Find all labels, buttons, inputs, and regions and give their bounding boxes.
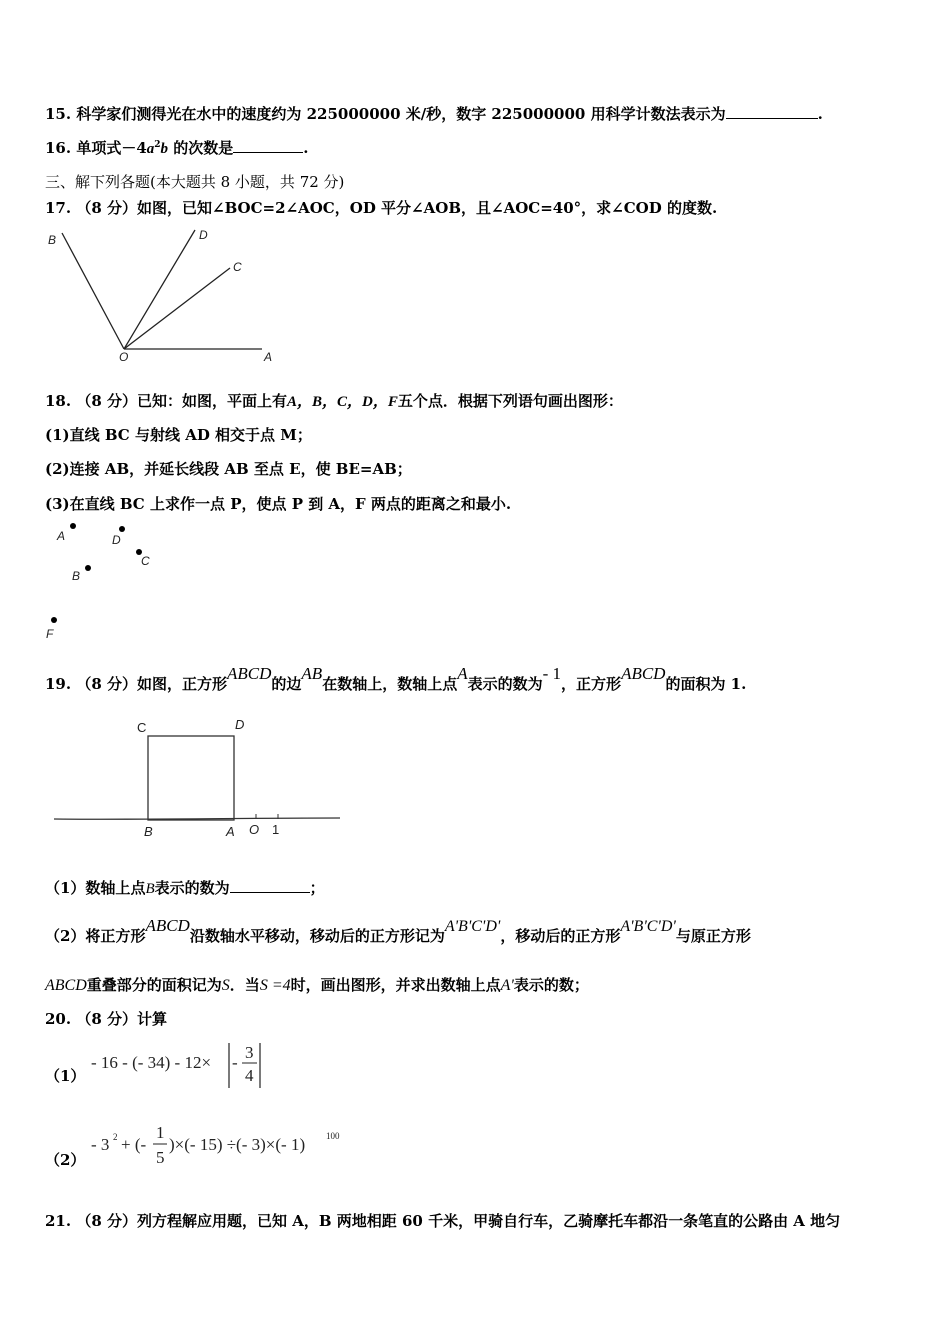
q21-text: （8 分）列方程解应用题，已知 A，B 两地相距 60 千米，甲骑自行车，乙骑摩托车都沿一条笔直的公路由 A 地匀 xyxy=(76,1212,841,1230)
q21-number: 21. xyxy=(45,1212,72,1230)
q16-var-a: a xyxy=(146,141,155,157)
label-b: B xyxy=(48,233,57,247)
label-d: D xyxy=(235,717,245,732)
q19-sub2b-t1: 重叠部分的面积记为 xyxy=(86,976,222,994)
q19-abcd-2: ABCD xyxy=(621,664,666,683)
square-abcd xyxy=(148,736,234,820)
expr2-neg-3: - 3 xyxy=(91,1135,110,1154)
q18-item-2: (2)连接 AB，并延长线段 AB 至点 E，使 BE=AB； xyxy=(45,460,412,478)
q19-text-5: ，正方形 xyxy=(561,675,622,693)
point-b xyxy=(85,565,91,571)
q19-sub-1: （1）数轴上点B表示的数为 ； xyxy=(45,879,325,897)
q19-a: A xyxy=(457,664,468,683)
expr1-minus: - xyxy=(232,1053,238,1072)
q16-answer-blank[interactable] xyxy=(233,138,303,153)
ray-od xyxy=(124,230,195,349)
q18-item-3: (3)在直线 BC 上求作一点 P，使点 P 到 A，F 两点的距离之和最小. xyxy=(45,495,512,513)
q16-prefix: 单项式－4 xyxy=(76,139,147,157)
q19-square-figure xyxy=(50,712,350,842)
label-a: A xyxy=(264,350,273,364)
q16-var-b: b xyxy=(160,141,169,157)
q19-neg-one: - 1 xyxy=(542,664,562,683)
label-a: A xyxy=(57,529,66,543)
q16-period: . xyxy=(303,139,309,157)
label-o: O xyxy=(249,822,260,837)
q19-text-1: （8 分）如图，正方形 xyxy=(76,675,228,693)
q16-exponent: 2 xyxy=(154,140,161,150)
q16-number: 16. xyxy=(45,139,72,157)
point-f xyxy=(51,617,57,623)
expr2-rest: )×(- 15) ÷(- 3)×(- 1) xyxy=(169,1135,306,1154)
q19-sub2b-t3: 时，画出图形，并求出数轴上点 xyxy=(290,976,501,994)
q19-sub2b-t2: ．当 xyxy=(229,976,260,994)
q19-sub-2 xyxy=(45,916,751,946)
q18-points-figure xyxy=(40,518,170,648)
question-15 xyxy=(45,103,823,124)
section-3-heading: 三、解下列各题(本大题共 8 小题，共 72 分) xyxy=(45,173,345,191)
q19-sub1-post: 表示的数为 xyxy=(154,879,230,897)
question-19 xyxy=(45,664,747,694)
q19-sub2-mid: 沿数轴水平移动，移动后的正方形记为 xyxy=(189,927,445,945)
expr2-frac-num: 1 xyxy=(156,1123,165,1142)
ray-ob xyxy=(62,233,124,349)
q19-ab: AB xyxy=(301,664,323,683)
expr2-exp: 2 xyxy=(113,1132,118,1142)
q18-points: A，B，C，D，F xyxy=(287,394,398,410)
expr1-frac-num: 3 xyxy=(245,1043,254,1062)
question-18 xyxy=(45,390,623,411)
q19-text-3: 在数轴上，数轴上点 xyxy=(322,675,458,693)
q19-sub2-mid2: ，移动后的正方形 xyxy=(500,927,621,945)
question-20 xyxy=(45,1008,167,1029)
point-a xyxy=(70,523,76,529)
q19-sub2b-t4: 表示的数； xyxy=(513,976,589,994)
q16-suffix: 的次数是 xyxy=(173,139,234,157)
q18-number: 18. xyxy=(45,392,72,410)
q19-sub2b-s-eq: S =4 xyxy=(259,977,291,994)
q15-number: 15. xyxy=(45,105,72,123)
question-21 xyxy=(45,1210,840,1231)
q20-expression-2 xyxy=(85,1122,355,1172)
q19-text-4: 表示的数为 xyxy=(467,675,543,693)
label-c: C xyxy=(141,554,150,568)
q18-intro: （8 分）已知：如图，平面上有 xyxy=(76,392,288,410)
q19-sub2-abcd: ABCD xyxy=(145,916,190,935)
label-b: B xyxy=(144,824,153,839)
q18-intro-end: 五个点．根据下列语句画出图形： xyxy=(397,392,623,410)
q19-abcd: ABCD xyxy=(227,664,272,683)
label-a: A xyxy=(226,824,235,839)
point-d xyxy=(119,526,125,532)
number-line xyxy=(54,818,340,819)
q19-sub-2b xyxy=(45,974,589,995)
q17-number: 17. xyxy=(45,199,72,217)
label-d: D xyxy=(199,228,208,242)
q20-part-2-label: （2） xyxy=(45,1151,86,1169)
q19-number: 19. xyxy=(45,675,72,693)
q19-sub2-pre: （2）将正方形 xyxy=(45,927,146,945)
q19-sub2-end: 与原正方形 xyxy=(675,927,751,945)
q20-expression-1 xyxy=(85,1038,285,1093)
label-f: F xyxy=(46,627,54,641)
label-c: C xyxy=(137,720,147,735)
q17-angle-figure xyxy=(40,225,290,370)
label-c: C xyxy=(233,260,242,274)
q20-number: 20. xyxy=(45,1010,72,1028)
q20-text: （8 分）计算 xyxy=(76,1010,168,1028)
label-b: B xyxy=(72,569,81,583)
question-16 xyxy=(45,137,309,158)
expr1-frac-den: 4 xyxy=(245,1066,254,1085)
label-d: D xyxy=(112,533,121,547)
q15-answer-blank[interactable] xyxy=(726,104,818,119)
expr2-frac-den: 5 xyxy=(156,1148,165,1167)
ray-oc xyxy=(124,268,230,349)
q15-period: . xyxy=(817,105,823,123)
q19-sub1-b: B xyxy=(145,881,155,897)
q19-sub1-answer-blank[interactable] xyxy=(230,878,310,893)
label-o: O xyxy=(119,350,129,364)
q15-text: 科学家们测得光在水中的速度约为 225000000 米/秒，数字 225000000 用科学计数法表示为 xyxy=(76,105,726,123)
q19-sub2-prime: A'B'C'D' xyxy=(444,918,501,935)
q19-text-2: 的边 xyxy=(271,675,302,693)
q20-part-1-label: （1） xyxy=(45,1067,86,1085)
expr2-exp-100: 100 xyxy=(326,1131,340,1141)
q19-sub2-prime-2: A'B'C'D' xyxy=(620,918,676,935)
q19-text-6: 的面积为 1. xyxy=(665,675,747,693)
question-17 xyxy=(45,197,717,218)
q19-sub1-pre: （1）数轴上点 xyxy=(45,879,146,897)
q17-text: （8 分）如图，已知∠BOC=2∠AOC，OD 平分∠AOB，且∠AOC=40°，求∠COD 的度数. xyxy=(76,199,718,217)
q19-sub2b-a-prime: A' xyxy=(500,977,514,994)
expr2-plus-open: + (- xyxy=(121,1135,147,1154)
q18-item-1: (1)直线 BC 与射线 AD 相交于点 M； xyxy=(45,426,312,444)
expr1-main: - 16 - (- 34) - 12× xyxy=(91,1053,212,1072)
q19-sub2b-s: S xyxy=(221,977,230,994)
label-one: 1 xyxy=(272,822,280,837)
q19-sub2b-abcd: ABCD xyxy=(45,977,87,994)
